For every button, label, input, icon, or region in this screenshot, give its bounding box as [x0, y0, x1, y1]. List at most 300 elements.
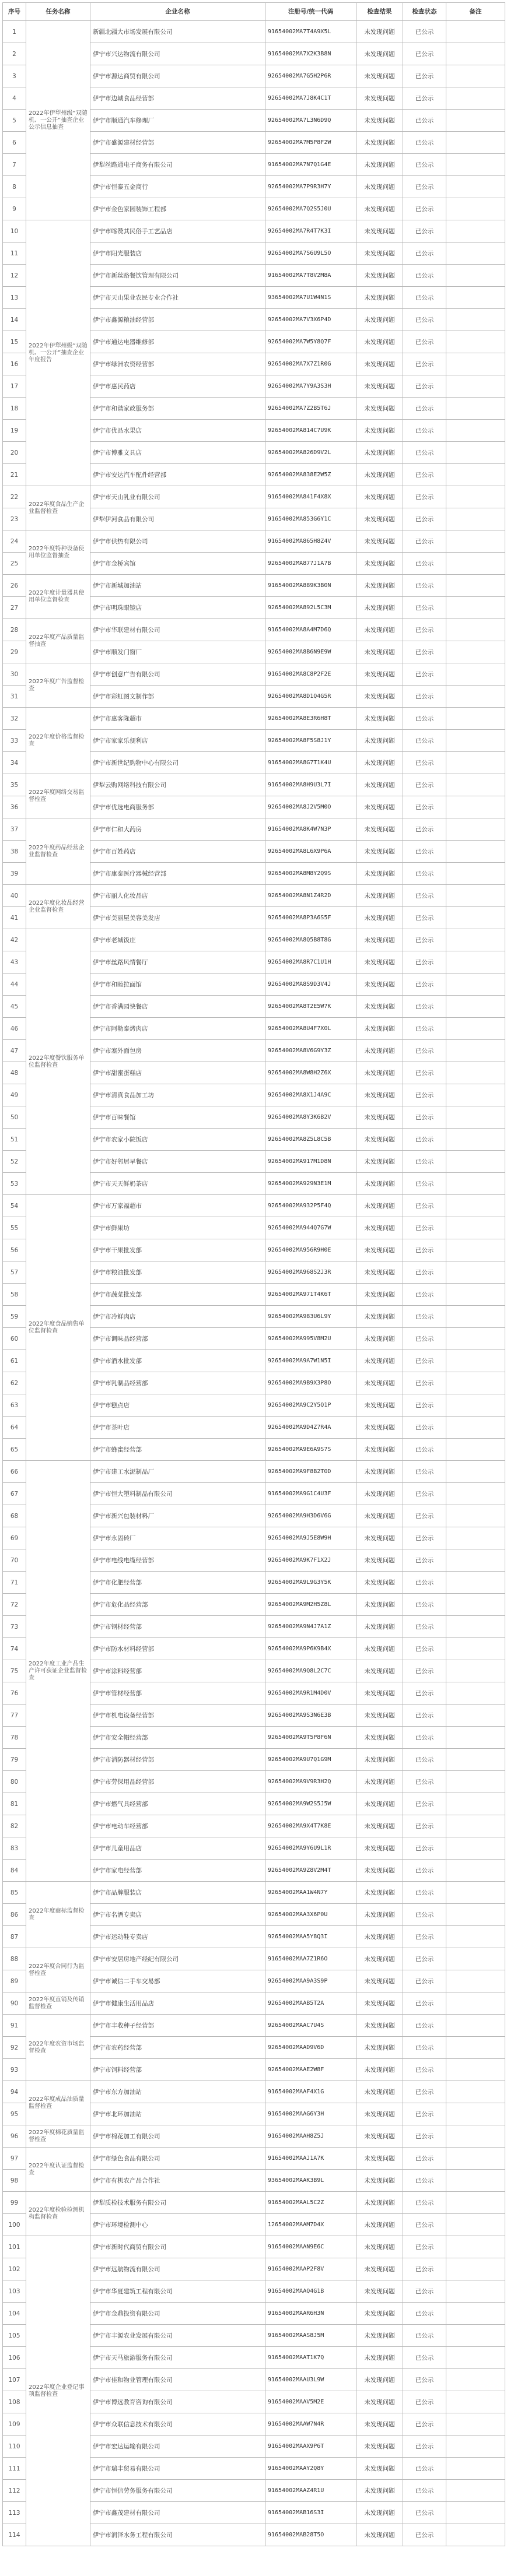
remarks-cell [446, 774, 505, 796]
enterprise-name-cell: 伊宁市化肥经营部 [90, 1572, 265, 1594]
enterprise-name-cell: 伊宁市仁和大药房 [90, 818, 265, 841]
remarks-cell [446, 1727, 505, 1749]
check-result-cell: 未发现问题 [356, 1151, 403, 1173]
check-result-cell: 未发现问题 [356, 575, 403, 597]
row-number: 72 [3, 1594, 26, 1616]
task-name-cell: 2022年度餐饮服务单位监督检查 [26, 929, 90, 1195]
enterprise-name-cell: 伊宁市惠民药店 [90, 375, 265, 398]
check-result-cell: 未发现问题 [356, 1173, 403, 1195]
table-row [3, 2148, 505, 2170]
registration-code-cell: 92654002MAA5Y8Q3I [265, 1926, 356, 1948]
check-result-cell: 未发现问题 [356, 375, 403, 398]
registration-code-cell: 91654002MAAF4X1G [265, 2081, 356, 2103]
check-result-cell: 未发现问题 [356, 1350, 403, 1372]
row-number: 10 [3, 220, 26, 243]
check-status-cell: 已公示 [403, 1084, 446, 1106]
remarks-cell [446, 1682, 505, 1705]
check-result-cell: 未发现问题 [356, 1771, 403, 1793]
check-result-cell: 未发现问题 [356, 331, 403, 353]
remarks-cell [446, 43, 505, 65]
remarks-cell [446, 1837, 505, 1860]
table-row [3, 929, 505, 951]
enterprise-name-cell: 伊宁市冷鲜肉店 [90, 1306, 265, 1328]
row-number: 17 [3, 375, 26, 398]
enterprise-name-cell: 伊宁市丝路风情餐厅 [90, 951, 265, 974]
check-status-cell: 已公示 [403, 1749, 446, 1771]
row-number: 105 [3, 2325, 26, 2347]
enterprise-name-cell: 伊宁市新丝路餐饮管理有限公司 [90, 265, 265, 287]
registration-code-cell: 91654002MA9G1C4U3F [265, 1483, 356, 1505]
table-row [3, 1461, 505, 1483]
registration-code-cell: 92654002MA7V3X6P4D [265, 309, 356, 331]
enterprise-name-cell: 伊宁市供热有限公司 [90, 530, 265, 553]
enterprise-name-cell: 伊宁市新时代商贸有限公司 [90, 2236, 265, 2258]
enterprise-name-cell: 伊宁市危化品经营部 [90, 1594, 265, 1616]
check-status-cell: 已公示 [403, 2369, 446, 2391]
enterprise-name-cell: 伊宁市香满园快餐店 [90, 996, 265, 1018]
check-result-cell: 未发现问题 [356, 2458, 403, 2480]
registration-code-cell: 91654002MA7T4A9X5L [265, 21, 356, 43]
remarks-cell [446, 996, 505, 1018]
check-status-cell: 已公示 [403, 2081, 446, 2103]
check-result-cell: 未发现问题 [356, 287, 403, 309]
remarks-cell [446, 2325, 505, 2347]
enterprise-name-cell: 伊宁市天山果业农民专业合作社 [90, 287, 265, 309]
enterprise-name-cell: 伊宁市健康生活用品店 [90, 1992, 265, 2015]
check-result-cell: 未发现问题 [356, 1018, 403, 1040]
row-number: 113 [3, 2502, 26, 2524]
check-status-cell: 已公示 [403, 1727, 446, 1749]
remarks-cell [446, 1948, 505, 1970]
remarks-cell [446, 2214, 505, 2236]
row-number: 76 [3, 1682, 26, 1705]
remarks-cell [446, 287, 505, 309]
check-result-cell: 未发现问题 [356, 796, 403, 818]
registration-code-cell: 92654002MA9R1M4D0V [265, 1682, 356, 1705]
enterprise-name-cell: 伊宁市兴达物流有限公司 [90, 43, 265, 65]
task-name-cell: 2022年伊犁州级“双随机、一公开”抽查企业年度报告 [26, 220, 90, 486]
remarks-cell [446, 1284, 505, 1306]
row-number: 25 [3, 553, 26, 575]
row-number: 109 [3, 2413, 26, 2436]
check-status-cell: 已公示 [403, 1372, 446, 1394]
remarks-cell [446, 1793, 505, 1815]
row-number: 69 [3, 1527, 26, 1549]
check-status-cell: 已公示 [403, 1040, 446, 1062]
check-result-cell: 未发现问题 [356, 2258, 403, 2280]
check-status-cell: 已公示 [403, 929, 446, 951]
row-number: 46 [3, 1018, 26, 1040]
remarks-cell [446, 2458, 505, 2480]
registration-code-cell: 92654002MA8X1J4A9C [265, 1084, 356, 1106]
remarks-cell [446, 2059, 505, 2081]
registration-code-cell: 91654002MAAY2Q8Y [265, 2458, 356, 2480]
check-result-cell: 未发现问题 [356, 1527, 403, 1549]
row-number: 114 [3, 2524, 26, 2546]
row-number: 23 [3, 508, 26, 530]
remarks-cell [446, 1084, 505, 1106]
enterprise-name-cell: 伊宁市品牌服装店 [90, 1882, 265, 1904]
check-result-cell: 未发现问题 [356, 1594, 403, 1616]
table-row [3, 486, 505, 508]
registration-code-cell: 92654002MA9K7F1X2J [265, 1549, 356, 1572]
table-row [3, 1195, 505, 1217]
registration-code-cell: 92654002MAA3X6P0U [265, 1904, 356, 1926]
check-result-cell: 未发现问题 [356, 619, 403, 641]
row-number: 97 [3, 2148, 26, 2170]
check-result-cell: 未发现问题 [356, 708, 403, 730]
enterprise-name-cell: 伊宁市茶叶店 [90, 1417, 265, 1439]
check-status-cell: 已公示 [403, 1417, 446, 1439]
enterprise-name-cell: 伊宁市农药经营部 [90, 2037, 265, 2059]
remarks-cell [446, 21, 505, 43]
enterprise-name-cell: 伊宁市优选电商服务部 [90, 796, 265, 818]
enterprise-name-cell: 伊宁市防水材料经营部 [90, 1638, 265, 1660]
check-status-cell: 已公示 [403, 265, 446, 287]
check-result-cell: 未发现问题 [356, 1926, 403, 1948]
registration-code-cell: 92654002MA7S6U9L5O [265, 243, 356, 265]
remarks-cell [446, 1461, 505, 1483]
check-status-cell: 已公示 [403, 1306, 446, 1328]
registration-code-cell: 91654002MA7T8V2M8A [265, 265, 356, 287]
task-name-cell: 2022年度广告监督检查 [26, 663, 90, 708]
check-status-cell: 已公示 [403, 796, 446, 818]
check-result-cell: 未发现问题 [356, 243, 403, 265]
check-result-cell: 未发现问题 [356, 1439, 403, 1461]
remarks-cell [446, 553, 505, 575]
row-number: 31 [3, 686, 26, 708]
check-status-cell: 已公示 [403, 1572, 446, 1594]
row-number: 51 [3, 1129, 26, 1151]
check-result-cell: 未发现问题 [356, 1992, 403, 2015]
row-number: 56 [3, 1239, 26, 1261]
row-number: 58 [3, 1284, 26, 1306]
check-status-cell: 已公示 [403, 1948, 446, 1970]
check-result-cell: 未发现问题 [356, 464, 403, 486]
row-number: 91 [3, 2015, 26, 2037]
table-row [3, 2015, 505, 2037]
row-number: 106 [3, 2347, 26, 2369]
remarks-cell [446, 1151, 505, 1173]
registration-code-cell: 92654002MA9F8B2T0D [265, 1461, 356, 1483]
check-status-cell: 已公示 [403, 1328, 446, 1350]
check-status-cell: 已公示 [403, 553, 446, 575]
remarks-cell [446, 2236, 505, 2258]
row-number: 52 [3, 1151, 26, 1173]
registration-code-cell: 92654002MA8P3A6S5F [265, 907, 356, 929]
registration-code-cell: 92654002MA917M1D8N [265, 1151, 356, 1173]
remarks-cell [446, 686, 505, 708]
check-status-cell: 已公示 [403, 43, 446, 65]
check-status-cell: 已公示 [403, 841, 446, 863]
check-status-cell: 已公示 [403, 1992, 446, 2015]
registration-code-cell: 92654002MA9H3D6V6G [265, 1505, 356, 1527]
remarks-cell [446, 2369, 505, 2391]
row-number: 3 [3, 65, 26, 87]
check-status-cell: 已公示 [403, 1151, 446, 1173]
check-status-cell: 已公示 [403, 2502, 446, 2524]
row-number: 82 [3, 1815, 26, 1837]
check-result-cell: 未发现问题 [356, 1239, 403, 1261]
check-status-cell: 已公示 [403, 2436, 446, 2458]
check-result-cell: 未发现问题 [356, 21, 403, 43]
registration-code-cell: 91654002MA853G6Y1C [265, 508, 356, 530]
row-number: 80 [3, 1771, 26, 1793]
registration-code-cell: 92654002MA8N1Z4R2D [265, 885, 356, 907]
row-number: 26 [3, 575, 26, 597]
remarks-cell [446, 1417, 505, 1439]
check-status-cell: 已公示 [403, 1173, 446, 1195]
task-name-cell: 2022年度网络交易监督检查 [26, 774, 90, 818]
check-result-cell: 未发现问题 [356, 752, 403, 774]
row-number: 35 [3, 774, 26, 796]
check-result-cell: 未发现问题 [356, 2280, 403, 2303]
check-status-cell: 已公示 [403, 686, 446, 708]
enterprise-name-cell: 伊宁市儿童用品店 [90, 1837, 265, 1860]
row-number: 48 [3, 1062, 26, 1084]
enterprise-name-cell: 伊宁市劳保用品经营部 [90, 1771, 265, 1793]
registration-code-cell: 92654002MA971T4K6T [265, 1284, 356, 1306]
remarks-cell [446, 176, 505, 198]
check-status-cell: 已公示 [403, 1638, 446, 1660]
registration-code-cell: 92654002MA8V6G9Y3Z [265, 1040, 356, 1062]
registration-code-cell: 92654002MA892L5C3M [265, 597, 356, 619]
check-result-cell: 未发现问题 [356, 265, 403, 287]
registration-code-cell: 92654002MA9A7W1N5I [265, 1350, 356, 1372]
row-number: 20 [3, 442, 26, 464]
header-check-status: 检查状态 [403, 3, 446, 21]
remarks-cell [446, 2125, 505, 2148]
row-number: 110 [3, 2436, 26, 2458]
row-number: 68 [3, 1505, 26, 1527]
remarks-cell [446, 265, 505, 287]
enterprise-name-cell: 伊宁市丰源农业发展有限公司 [90, 2325, 265, 2347]
enterprise-name-cell: 伊宁市调味品经营部 [90, 1328, 265, 1350]
check-result-cell: 未发现问题 [356, 420, 403, 442]
check-status-cell: 已公示 [403, 1261, 446, 1284]
remarks-cell [446, 420, 505, 442]
check-status-cell: 已公示 [403, 1350, 446, 1372]
remarks-cell [446, 1350, 505, 1372]
table-header-row [3, 3, 505, 21]
enterprise-name-cell: 伊宁市恒大塑料制品有限公司 [90, 1483, 265, 1505]
check-status-cell: 已公示 [403, 1129, 446, 1151]
row-number: 61 [3, 1350, 26, 1372]
row-number: 98 [3, 2170, 26, 2192]
registration-code-cell: 92654002MA7M5P8F2W [265, 132, 356, 154]
check-status-cell: 已公示 [403, 87, 446, 110]
remarks-cell [446, 2170, 505, 2192]
header-no: 序号 [3, 3, 26, 21]
remarks-cell [446, 2502, 505, 2524]
registration-code-cell: 92654002MA9U7Q1G9M [265, 1749, 356, 1771]
check-result-cell: 未发现问题 [356, 1727, 403, 1749]
registration-code-cell: 91654002MA8G7T1K4U [265, 752, 356, 774]
row-number: 108 [3, 2391, 26, 2413]
remarks-cell [446, 2480, 505, 2502]
check-status-cell: 已公示 [403, 1394, 446, 1417]
enterprise-name-cell: 伊宁市消防器材经营部 [90, 1749, 265, 1771]
enterprise-name-cell: 伊宁市通达电器维修部 [90, 331, 265, 353]
registration-code-cell: 92654002MAAC7U4S [265, 2015, 356, 2037]
row-number: 65 [3, 1439, 26, 1461]
check-result-cell: 未发现问题 [356, 2325, 403, 2347]
remarks-cell [446, 220, 505, 243]
row-number: 33 [3, 730, 26, 752]
check-status-cell: 已公示 [403, 1284, 446, 1306]
check-result-cell: 未发现问题 [356, 1129, 403, 1151]
remarks-cell [446, 2258, 505, 2280]
check-result-cell: 未发现问题 [356, 1660, 403, 1682]
row-number: 96 [3, 2125, 26, 2148]
remarks-cell [446, 1505, 505, 1527]
enterprise-name-cell: 伊宁市华夏建筑工程有限公司 [90, 2280, 265, 2303]
row-number: 99 [3, 2192, 26, 2214]
row-number: 70 [3, 1549, 26, 1572]
check-status-cell: 已公示 [403, 996, 446, 1018]
enterprise-name-cell: 伊宁市鑫茂建材有限公司 [90, 2502, 265, 2524]
row-number: 27 [3, 597, 26, 619]
registration-code-cell: 91654002MA8A4M7D6Q [265, 619, 356, 641]
registration-code-cell: 92654002MA8E3R6H8T [265, 708, 356, 730]
registration-code-cell: 92654002MA8L6X9P6A [265, 841, 356, 863]
enterprise-name-cell: 伊宁市明珠眼镜店 [90, 597, 265, 619]
enterprise-name-cell: 伊宁市润泽水务工程有限公司 [90, 2524, 265, 2546]
task-name-cell: 2022年度产品质量监督抽查 [26, 619, 90, 663]
registration-code-cell: 92654002MA983U6L9Y [265, 1306, 356, 1328]
registration-code-cell: 92654002MA7P9R3H7Y [265, 176, 356, 198]
remarks-cell [446, 1439, 505, 1461]
header-check-result: 检查结果 [356, 3, 403, 21]
row-number: 73 [3, 1616, 26, 1638]
registration-code-cell: 91654002MAAH8Z5J [265, 2125, 356, 2148]
check-status-cell: 已公示 [403, 1062, 446, 1084]
remarks-cell [446, 1372, 505, 1394]
row-number: 39 [3, 863, 26, 885]
remarks-cell [446, 1328, 505, 1350]
enterprise-name-cell: 伊宁市蜂蜜经营部 [90, 1439, 265, 1461]
check-result-cell: 未发现问题 [356, 1284, 403, 1306]
check-status-cell: 已公示 [403, 1970, 446, 1992]
check-result-cell: 未发现问题 [356, 730, 403, 752]
check-status-cell: 已公示 [403, 730, 446, 752]
row-number: 36 [3, 796, 26, 818]
enterprise-name-cell: 伊宁市新世纪购物中心有限公司 [90, 752, 265, 774]
check-status-cell: 已公示 [403, 1904, 446, 1926]
check-status-cell: 已公示 [403, 1461, 446, 1483]
row-number: 107 [3, 2369, 26, 2391]
remarks-cell [446, 2037, 505, 2059]
check-status-cell: 已公示 [403, 1837, 446, 1860]
check-result-cell: 未发现问题 [356, 1328, 403, 1350]
check-status-cell: 已公示 [403, 198, 446, 220]
registration-code-cell: 92654002MA7Z2B5T6J [265, 398, 356, 420]
check-status-cell: 已公示 [403, 2170, 446, 2192]
inspection-results-table [2, 2, 505, 2546]
remarks-cell [446, 1572, 505, 1594]
remarks-cell [446, 2413, 505, 2436]
enterprise-name-cell: 伊宁市蔬菜批发部 [90, 1284, 265, 1306]
enterprise-name-cell: 伊宁市华联建材有限公司 [90, 619, 265, 641]
remarks-cell [446, 752, 505, 774]
check-status-cell: 已公示 [403, 65, 446, 87]
task-name-cell: 2022年度计量器具使用单位监督检查 [26, 575, 90, 619]
remarks-cell [446, 2347, 505, 2369]
enterprise-name-cell: 伊宁市丰收种子经营部 [90, 2015, 265, 2037]
header-registration-code: 注册号/统一代码 [265, 3, 356, 21]
remarks-cell [446, 2148, 505, 2170]
registration-code-cell: 92654002MA9S3N6E3B [265, 1705, 356, 1727]
row-number: 53 [3, 1173, 26, 1195]
enterprise-name-cell: 伊犁伊河食品有限公司 [90, 508, 265, 530]
remarks-cell [446, 1815, 505, 1837]
row-number: 104 [3, 2303, 26, 2325]
table-row [3, 619, 505, 641]
row-number: 54 [3, 1195, 26, 1217]
task-name-cell: 2022年度药品经营企业监督检查 [26, 818, 90, 885]
row-number: 44 [3, 974, 26, 996]
enterprise-name-cell: 伊宁市棉花加工有限公司 [90, 2125, 265, 2148]
check-result-cell: 未发现问题 [356, 1705, 403, 1727]
check-result-cell: 未发现问题 [356, 641, 403, 663]
registration-code-cell: 91654002MAAV5M2E [265, 2391, 356, 2413]
check-status-cell: 已公示 [403, 2347, 446, 2369]
check-result-cell: 未发现问题 [356, 486, 403, 508]
remarks-cell [446, 1129, 505, 1151]
check-result-cell: 未发现问题 [356, 2436, 403, 2458]
check-status-cell: 已公示 [403, 863, 446, 885]
check-result-cell: 未发现问题 [356, 1195, 403, 1217]
check-status-cell: 已公示 [403, 1527, 446, 1549]
row-number: 81 [3, 1793, 26, 1815]
row-number: 67 [3, 1483, 26, 1505]
remarks-cell [446, 708, 505, 730]
check-status-cell: 已公示 [403, 2148, 446, 2170]
registration-code-cell: 92654002MA7Q2S5J0U [265, 198, 356, 220]
registration-code-cell: 92654002MA838E2W5Z [265, 464, 356, 486]
check-status-cell: 已公示 [403, 176, 446, 198]
remarks-cell [446, 1992, 505, 2015]
enterprise-name-cell: 伊宁市彩虹图文制作部 [90, 686, 265, 708]
enterprise-name-cell: 伊宁市瑞丰贸易有限公司 [90, 2458, 265, 2480]
row-number: 60 [3, 1328, 26, 1350]
registration-code-cell: 91654002MAA7Z1R6O [265, 1948, 356, 1970]
row-number: 6 [3, 132, 26, 154]
enterprise-name-cell: 伊宁市天山乳业有限公司 [90, 486, 265, 508]
row-number: 94 [3, 2081, 26, 2103]
check-status-cell: 已公示 [403, 2258, 446, 2280]
registration-code-cell: 92654002MAAB5T2A [265, 1992, 356, 2015]
remarks-cell [446, 1018, 505, 1040]
row-number: 13 [3, 287, 26, 309]
check-result-cell: 未发现问题 [356, 663, 403, 686]
remarks-cell [446, 2103, 505, 2125]
check-result-cell: 未发现问题 [356, 2059, 403, 2081]
task-name-cell: 2022年度成品油质量监督检查 [26, 2081, 90, 2125]
registration-code-cell: 91654002MAAU3L9W [265, 2369, 356, 2391]
check-status-cell: 已公示 [403, 2103, 446, 2125]
check-result-cell: 未发现问题 [356, 2125, 403, 2148]
remarks-cell [446, 1749, 505, 1771]
registration-code-cell: 92654002MA9B9X3P8O [265, 1372, 356, 1394]
header-remarks: 备注 [446, 3, 505, 21]
registration-code-cell: 91654002MAAQ4G1B [265, 2280, 356, 2303]
registration-code-cell: 91654002MAAW7N4R [265, 2413, 356, 2436]
check-status-cell: 已公示 [403, 1815, 446, 1837]
row-number: 1 [3, 21, 26, 43]
task-name-cell: 2022年度检验检测机构监督检查 [26, 2192, 90, 2236]
row-number: 19 [3, 420, 26, 442]
